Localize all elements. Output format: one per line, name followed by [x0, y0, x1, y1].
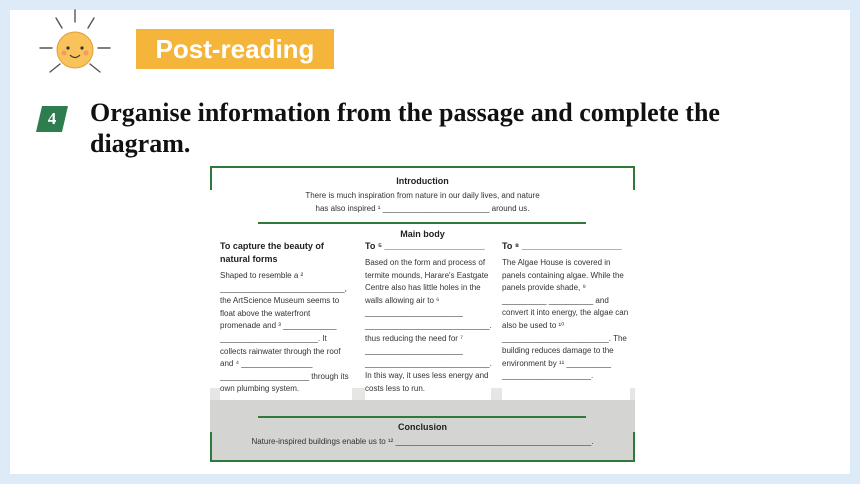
column-3-text: The Algae House is covered in panels containing algae. While the panels provide shade, ⁹ __________ __________ and convert it into energy, the algae can also be used to ¹⁰ ________________________. The building reduces damage to the environment by ¹¹ __________ ____________________. [502, 258, 629, 381]
introduction-line-1: There is much inspiration from nature in our daily lives, and nature [305, 191, 540, 200]
diagram-top-border [210, 166, 635, 168]
column-2-text: Based on the form and process of termite mounds, Harare's Eastgate Centre also has little holes in the walls allowing air to ⁶ ______________________ ____________________________. thus reducing the need for ⁷ ______________________ ____________________________. In this way, it uses less energy and costs less to run. [365, 258, 492, 393]
task-number: 4 [47, 109, 57, 128]
column-3-heading: To ⁸ ____________________ [502, 241, 622, 251]
conclusion-divider [258, 416, 586, 418]
task-number-badge [36, 106, 68, 132]
column-1-heading: To capture the beauty of natural forms [220, 241, 324, 264]
conclusion-bottom-border [210, 460, 635, 462]
post-reading-banner [136, 29, 334, 69]
introduction-heading: Introduction [396, 176, 449, 186]
main-body-heading: Main body [400, 229, 445, 239]
sun-icon [30, 8, 120, 88]
section-divider [258, 222, 586, 224]
conclusion-heading: Conclusion [398, 422, 447, 432]
conclusion-right-bracket [633, 432, 635, 460]
banner-label: Post-reading [155, 34, 315, 64]
task-instruction: Organise information from the passage and complete the diagram. [90, 98, 720, 158]
conclusion-left-bracket [210, 432, 212, 460]
introduction-line-2: has also inspired ¹ ________________________ around us. [315, 204, 530, 213]
conclusion-text: Nature-inspired buildings enable us to ¹² ____________________________________________. [251, 437, 594, 446]
main-body-column-2 [365, 240, 491, 400]
main-body-column-1 [220, 240, 352, 400]
column-2-heading: To ⁵ ____________________ [365, 241, 485, 251]
column-1-text: Shaped to resemble a ² ____________________________, the ArtScience Museum seems to float above the waterfront promenade and ³ ____________ ______________________. It collects rainwater through the roof and ⁴ ________________ ____________________ through its own plumbing system. [220, 271, 349, 394]
diagram [210, 166, 635, 462]
main-body-column-3 [502, 240, 630, 400]
